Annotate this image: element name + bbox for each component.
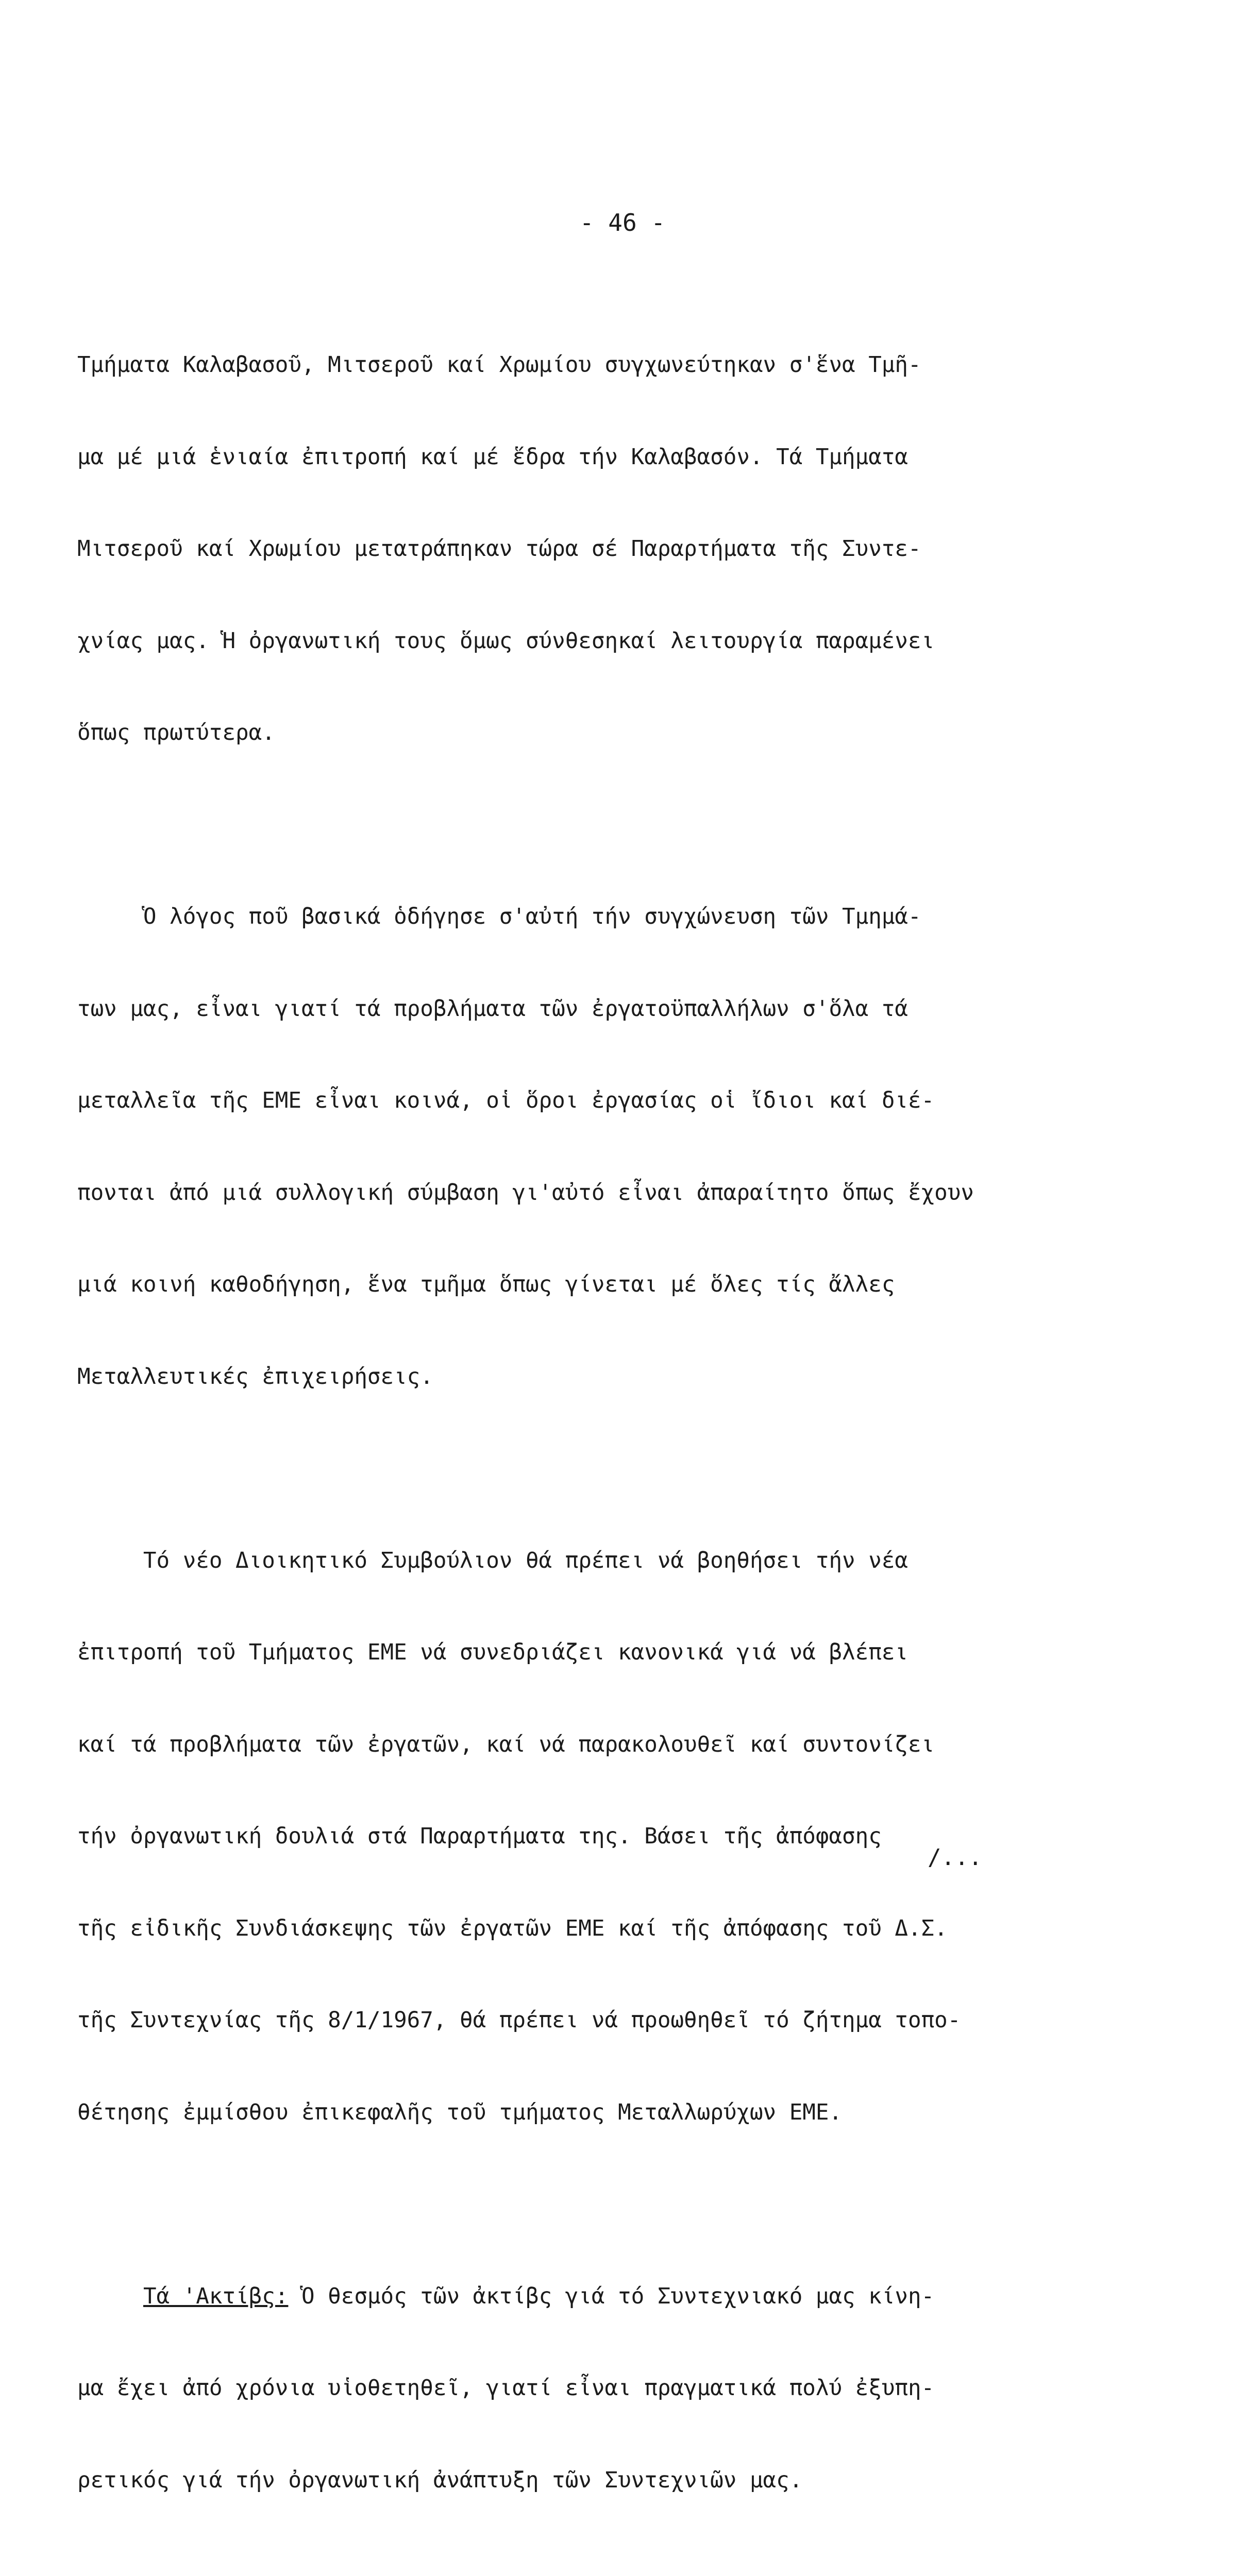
text-line: Μεταλλευτικές ἐπιχειρήσεις. — [77, 1364, 433, 1389]
paragraph-2 — [77, 840, 1129, 1453]
text-line: Τμήματα Καλαβασοῦ, Μιτσεροῦ καί Χρωμίου συγχωνεύτηκαν σ'ἕνα Τμῆ- — [77, 352, 921, 378]
text-line: Τό νέο Διοικητικό Συμβούλιον θά πρέπει νά βοηθήσει τήν νέα — [77, 1548, 908, 1573]
paragraph-3 — [77, 1484, 1129, 2190]
body-text — [77, 289, 1129, 2576]
text-line: θέτησης ἐμμίσθου ἐπικεφαλῆς τοῦ τμήματος Μεταλλωρύχων ΕΜΕ. — [77, 2099, 843, 2125]
text-line: ρετικός γιά τήν ὀργανωτική ἀνάπτυξη τῶν Συντεχνιῶν μας. — [77, 2467, 803, 2493]
text-line: μιά κοινή καθοδήγηση, ἕνα τμῆμα ὅπως γίνεται μέ ὅλες τίς ἄλλες — [77, 1272, 895, 1297]
text-line: Μιτσεροῦ καί Χρωμίου μετατράπηκαν τώρα σέ Παραρτήματα τῆς Συντε- — [77, 536, 921, 562]
paragraph-1 — [77, 289, 1129, 810]
text-line: πονται ἀπό μιά συλλογική σύμβαση γι'αὐτό εἶναι ἀπαραίτητο ὅπως ἔχουν — [77, 1180, 974, 1206]
text-line: μεταλλεῖα τῆς ΕΜΕ εἶναι κοινά, οἱ ὅροι ἐργασίας οἱ ἴδιοι καί διέ- — [77, 1088, 935, 1113]
text-line: χνίας μας. Ἡ ὀργανωτική τους ὅμως σύνθεσηκαί λειτουργία παραμένει — [77, 628, 935, 654]
text-line: Ὁ λόγος ποῦ βασικά ὁδήγησε σ'αὐτή τήν συγχώνευση τῶν Τμημά- — [77, 904, 921, 929]
text-line: τῆς εἰδικῆς Συνδιάσκεψης τῶν ἐργατῶν ΕΜΕ καί τῆς ἀπόφασης τοῦ Δ.Σ. — [77, 1916, 948, 1941]
page-number: - 46 - — [579, 209, 666, 236]
text-line: των μας, εἶναι γιατί τά προβλήματα τῶν ἐργατοϋπαλλήλων σ'ὅλα τά — [77, 996, 908, 1022]
section-heading: Τά 'Ακτίβς: — [143, 2283, 289, 2309]
text-line: ἐπιτροπή τοῦ Τμήματος ΕΜΕ νά συνεδριάζει κανονικά γιά νά βλέπει — [77, 1640, 908, 1665]
text-line: μα μέ μιά ἑνιαία ἐπιτροπή καί μέ ἕδρα τήν Καλαβασόν. Τά Τμήματα — [77, 444, 908, 470]
text-line: ὅπως πρωτύτερα. — [77, 720, 275, 745]
text-line: τήν ὀργανωτική δουλιά στά Παραρτήματα της. Βάσει τῆς ἀπόφασης — [77, 1824, 882, 1849]
continuation-mark: /... — [928, 1844, 982, 1871]
text-line — [77, 2281, 1129, 2312]
text-fragment: Ὁ θεσμός τῶν ἀκτίβς γιά τό Συντεχνιακό μας κίνη- — [288, 2283, 935, 2309]
text-line: καί τά προβλήματα τῶν ἐργατῶν, καί νά παρακολουθεῖ καί συντονίζει — [77, 1732, 935, 1757]
paragraph-4-aktivs — [77, 2220, 1129, 2557]
text-line: τῆς Συντεχνίας τῆς 8/1/1967, θά πρέπει νά προωθηθεῖ τό ζήτημα τοπο- — [77, 2008, 961, 2033]
text-line: μα ἔχει ἀπό χρόνια υἱοθετηθεῖ, γιατί εἶναι πραγματικά πολύ ἐξυπη- — [77, 2376, 935, 2401]
